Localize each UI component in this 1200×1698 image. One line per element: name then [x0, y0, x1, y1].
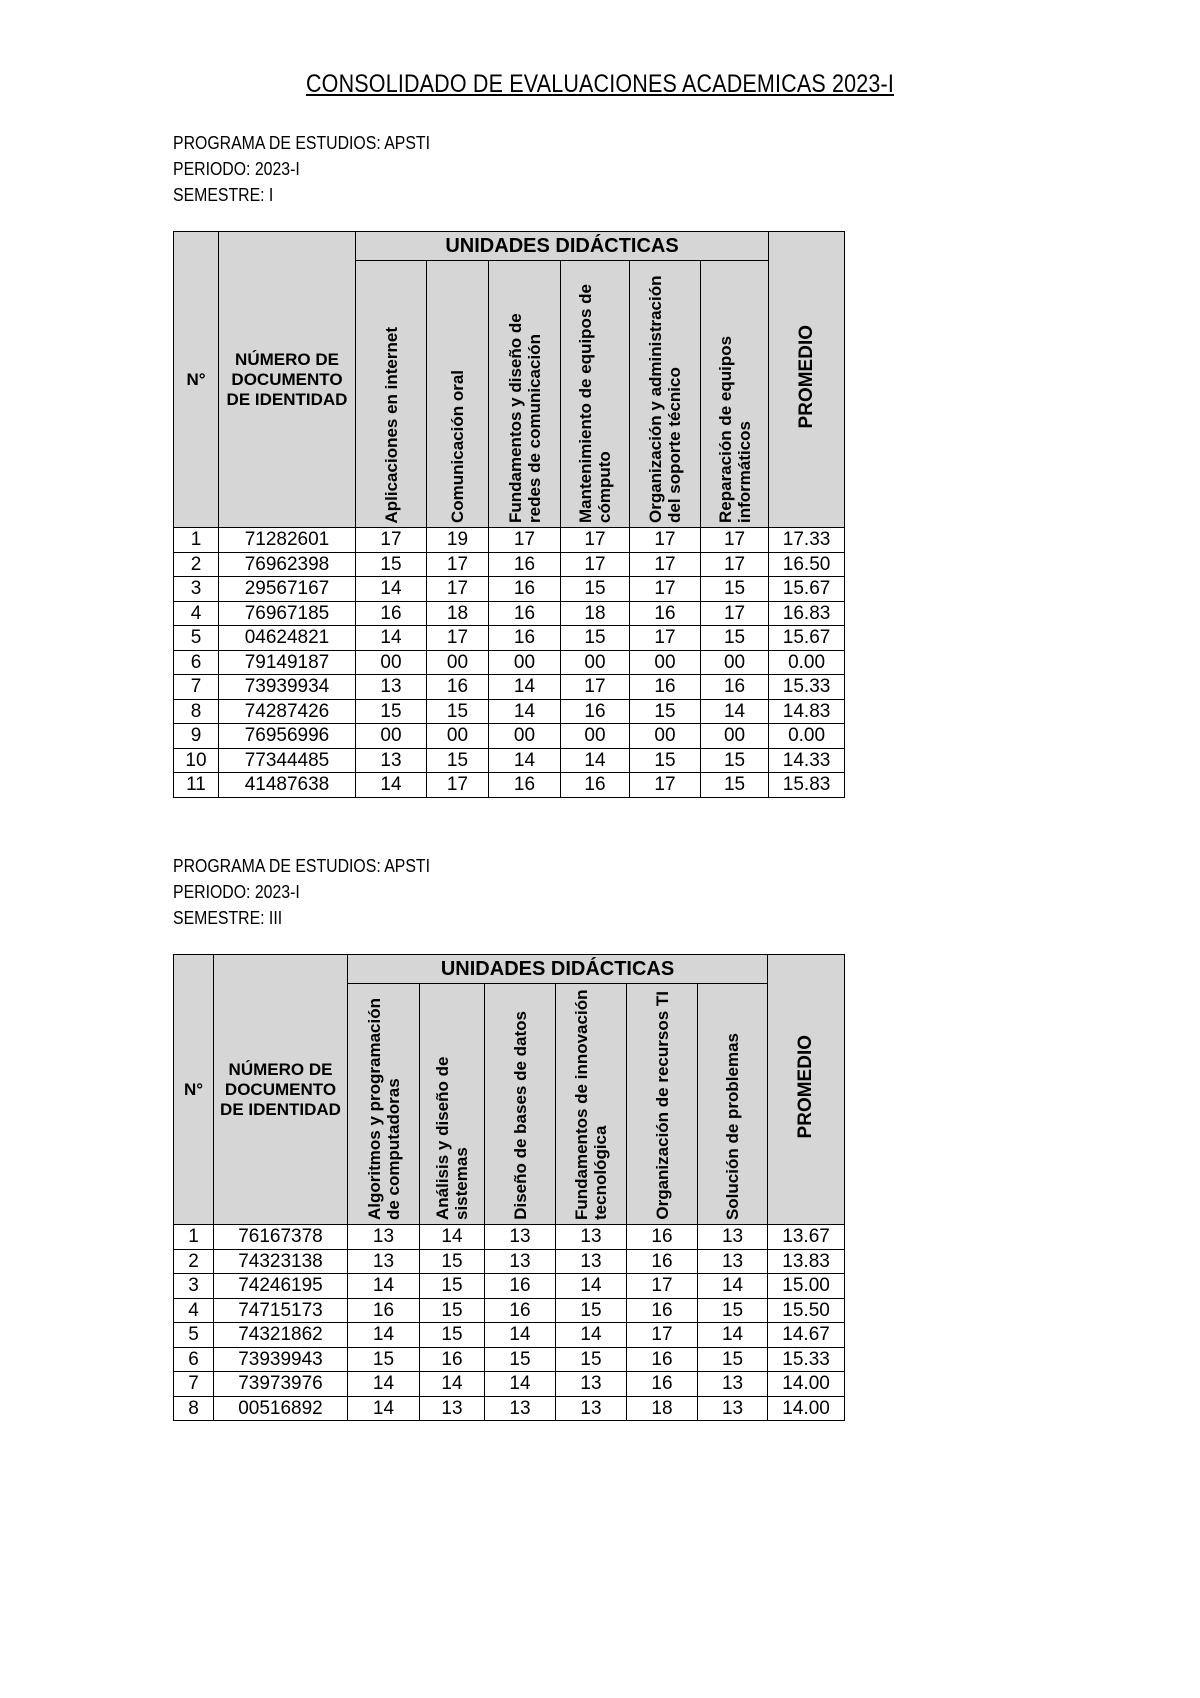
grade-cell: 18	[561, 601, 630, 626]
row-number: 2	[174, 1249, 214, 1274]
grade-cell: 19	[427, 528, 489, 553]
grade-cell: 14	[489, 748, 561, 773]
grade-cell: 17	[630, 773, 701, 798]
grade-cell: 14	[561, 748, 630, 773]
header-document: NÚMERO DE DOCUMENTO DE IDENTIDAD	[214, 955, 348, 1225]
grade-cell: 15	[701, 748, 769, 773]
grade-cell: 15	[698, 1298, 768, 1323]
document-id: 76962398	[219, 552, 356, 577]
grade-cell: 13	[698, 1396, 768, 1421]
grade-cell: 15	[701, 773, 769, 798]
header-units: UNIDADES DIDÁCTICAS	[348, 955, 768, 984]
grade-cell: 13	[348, 1249, 420, 1274]
grade-cell: 15	[427, 699, 489, 724]
grade-cell: 16	[627, 1298, 698, 1323]
table-row	[174, 773, 845, 798]
grade-cell: 15	[556, 1298, 627, 1323]
average-cell: 14.00	[768, 1396, 845, 1421]
section-2-meta	[173, 853, 430, 931]
program-label: PROGRAMA DE ESTUDIOS: APSTI	[173, 133, 431, 153]
grade-cell: 13	[485, 1225, 556, 1250]
grade-cell: 13	[698, 1372, 768, 1397]
grade-cell: 17	[701, 552, 769, 577]
grade-cell: 14	[348, 1372, 420, 1397]
header-subject: Reparación de equipos informáticos	[701, 261, 769, 528]
grade-cell: 17	[627, 1323, 698, 1348]
grade-cell: 17	[489, 528, 561, 553]
grade-cell: 18	[427, 601, 489, 626]
grade-cell: 13	[348, 1225, 420, 1250]
average-cell: 14.00	[768, 1372, 845, 1397]
header-average: PROMEDIO	[768, 955, 845, 1225]
row-number: 6	[174, 650, 219, 675]
grade-cell: 16	[348, 1298, 420, 1323]
average-cell: 14.33	[769, 748, 845, 773]
row-number: 4	[174, 601, 219, 626]
document-id: 76956996	[219, 724, 356, 749]
grade-cell: 15	[485, 1347, 556, 1372]
document-id: 76167378	[214, 1225, 348, 1250]
row-number: 6	[174, 1347, 214, 1372]
grade-cell: 15	[356, 699, 427, 724]
grade-cell: 13	[485, 1396, 556, 1421]
table-row	[174, 1323, 845, 1348]
grade-cell: 13	[356, 748, 427, 773]
document-id: 79149187	[219, 650, 356, 675]
row-number: 7	[174, 675, 219, 700]
grade-cell: 15	[420, 1249, 485, 1274]
grade-cell: 16	[489, 552, 561, 577]
grade-cell: 15	[420, 1298, 485, 1323]
grade-cell: 13	[556, 1396, 627, 1421]
table-row	[174, 1347, 845, 1372]
grade-cell: 00	[561, 724, 630, 749]
grade-cell: 16	[420, 1347, 485, 1372]
grade-cell: 13	[698, 1249, 768, 1274]
row-number: 11	[174, 773, 219, 798]
grade-cell: 17	[427, 773, 489, 798]
grade-cell: 16	[701, 675, 769, 700]
average-cell: 13.67	[768, 1225, 845, 1250]
grade-cell: 15	[630, 748, 701, 773]
grade-cell: 00	[427, 724, 489, 749]
grade-cell: 00	[701, 724, 769, 749]
table-row	[174, 748, 845, 773]
grade-cell: 14	[701, 699, 769, 724]
grade-cell: 14	[420, 1372, 485, 1397]
grade-cell: 16	[630, 675, 701, 700]
grade-cell: 17	[701, 601, 769, 626]
grade-cell: 15	[701, 577, 769, 602]
row-number: 3	[174, 1274, 214, 1299]
grade-cell: 13	[556, 1249, 627, 1274]
grade-cell: 15	[561, 626, 630, 651]
table-row	[174, 699, 845, 724]
program-label: PROGRAMA DE ESTUDIOS: APSTI	[173, 856, 431, 876]
table-row	[174, 552, 845, 577]
document-id: 73939934	[219, 675, 356, 700]
average-cell: 15.83	[769, 773, 845, 798]
row-number: 9	[174, 724, 219, 749]
document-id: 41487638	[219, 773, 356, 798]
table-row	[174, 601, 845, 626]
grade-cell: 16	[627, 1225, 698, 1250]
header-average: PROMEDIO	[769, 232, 845, 528]
row-number: 1	[174, 528, 219, 553]
table-row	[174, 1372, 845, 1397]
row-number: 3	[174, 577, 219, 602]
table-row	[174, 650, 845, 675]
document-id: 74323138	[214, 1249, 348, 1274]
average-cell: 15.50	[768, 1298, 845, 1323]
grade-cell: 15	[556, 1347, 627, 1372]
average-cell: 15.33	[769, 675, 845, 700]
grade-cell: 16	[485, 1298, 556, 1323]
header-subject: Análisis y diseño de sistemas	[420, 984, 485, 1225]
grade-cell: 16	[489, 626, 561, 651]
grade-cell: 13	[556, 1372, 627, 1397]
grade-cell: 14	[420, 1225, 485, 1250]
grade-cell: 13	[420, 1396, 485, 1421]
document-id: 04624821	[219, 626, 356, 651]
grade-cell: 16	[489, 601, 561, 626]
grade-cell: 14	[348, 1323, 420, 1348]
row-number: 8	[174, 699, 219, 724]
average-cell: 16.50	[769, 552, 845, 577]
header-document: NÚMERO DE DOCUMENTO DE IDENTIDAD	[219, 232, 356, 528]
grade-cell: 14	[356, 773, 427, 798]
period-label: PERIODO: 2023-I	[173, 882, 300, 902]
average-cell: 0.00	[769, 724, 845, 749]
grade-cell: 14	[556, 1274, 627, 1299]
grade-cell: 17	[561, 528, 630, 553]
grade-cell: 14	[698, 1323, 768, 1348]
header-subject: Fundamentos y diseño de redes de comunicación	[489, 261, 561, 528]
grade-cell: 16	[489, 577, 561, 602]
grade-cell: 16	[485, 1274, 556, 1299]
grade-cell: 18	[627, 1396, 698, 1421]
document-id: 73939943	[214, 1347, 348, 1372]
grade-cell: 15	[348, 1347, 420, 1372]
grade-cell: 15	[630, 699, 701, 724]
average-cell: 14.67	[768, 1323, 845, 1348]
document-id: 74715173	[214, 1298, 348, 1323]
table-row	[174, 528, 845, 553]
grade-cell: 16	[489, 773, 561, 798]
grade-cell: 00	[630, 724, 701, 749]
document-id: 71282601	[219, 528, 356, 553]
row-number: 1	[174, 1225, 214, 1250]
grade-cell: 17	[701, 528, 769, 553]
row-number: 8	[174, 1396, 214, 1421]
average-cell: 13.83	[768, 1249, 845, 1274]
document-id: 00516892	[214, 1396, 348, 1421]
grade-cell: 16	[627, 1347, 698, 1372]
document-id: 74287426	[219, 699, 356, 724]
semester-label: SEMESTRE: III	[173, 908, 283, 928]
average-cell: 15.67	[769, 626, 845, 651]
grade-cell: 16	[627, 1372, 698, 1397]
grade-cell: 00	[701, 650, 769, 675]
header-subject: Fundamentos de innovación tecnológica	[556, 984, 627, 1225]
document-id: 74321862	[214, 1323, 348, 1348]
grades-table-semester-1	[173, 231, 845, 798]
grade-cell: 14	[356, 626, 427, 651]
grade-cell: 15	[420, 1323, 485, 1348]
header-subject: Comunicación oral	[427, 261, 489, 528]
grade-cell: 16	[627, 1249, 698, 1274]
grade-cell: 15	[420, 1274, 485, 1299]
grade-cell: 00	[427, 650, 489, 675]
grade-cell: 15	[427, 748, 489, 773]
table-row	[174, 1249, 845, 1274]
grade-cell: 00	[356, 650, 427, 675]
grade-cell: 17	[427, 577, 489, 602]
grade-cell: 15	[701, 626, 769, 651]
average-cell: 0.00	[769, 650, 845, 675]
grade-cell: 16	[561, 773, 630, 798]
grade-cell: 17	[630, 577, 701, 602]
header-number: N°	[174, 232, 219, 528]
grade-cell: 15	[561, 577, 630, 602]
grade-cell: 14	[556, 1323, 627, 1348]
document-id: 76967185	[219, 601, 356, 626]
header-number: N°	[174, 955, 214, 1225]
table-row	[174, 1298, 845, 1323]
document-id: 73973976	[214, 1372, 348, 1397]
document-id: 74246195	[214, 1274, 348, 1299]
row-number: 5	[174, 626, 219, 651]
grade-cell: 16	[561, 699, 630, 724]
grade-cell: 00	[561, 650, 630, 675]
table-row	[174, 626, 845, 651]
header-subject: Diseño de bases de datos	[485, 984, 556, 1225]
row-number: 4	[174, 1298, 214, 1323]
average-cell: 16.83	[769, 601, 845, 626]
grade-cell: 15	[698, 1347, 768, 1372]
table-row	[174, 1225, 845, 1250]
header-subject: Aplicaciones en internet	[356, 261, 427, 528]
grade-cell: 13	[698, 1225, 768, 1250]
grade-cell: 17	[630, 552, 701, 577]
grade-cell: 17	[427, 552, 489, 577]
average-cell: 17.33	[769, 528, 845, 553]
grade-cell: 17	[630, 626, 701, 651]
grade-cell: 17	[356, 528, 427, 553]
grade-cell: 17	[427, 626, 489, 651]
row-number: 2	[174, 552, 219, 577]
grade-cell: 16	[427, 675, 489, 700]
grade-cell: 16	[356, 601, 427, 626]
grade-cell: 15	[356, 552, 427, 577]
table-row	[174, 1396, 845, 1421]
grades-table-semester-3	[173, 954, 845, 1421]
document-id: 29567167	[219, 577, 356, 602]
grade-cell: 13	[485, 1249, 556, 1274]
header-units: UNIDADES DIDÁCTICAS	[356, 232, 769, 261]
grade-cell: 14	[485, 1323, 556, 1348]
row-number: 5	[174, 1323, 214, 1348]
average-cell: 15.33	[768, 1347, 845, 1372]
grade-cell: 14	[356, 577, 427, 602]
grade-cell: 17	[627, 1274, 698, 1299]
average-cell: 15.00	[768, 1274, 845, 1299]
table-row	[174, 577, 845, 602]
grade-cell: 14	[348, 1396, 420, 1421]
grade-cell: 00	[489, 650, 561, 675]
grade-cell: 00	[356, 724, 427, 749]
average-cell: 14.83	[769, 699, 845, 724]
header-subject: Solución de problemas	[698, 984, 768, 1225]
grade-cell: 13	[356, 675, 427, 700]
grade-cell: 17	[561, 552, 630, 577]
page-title: CONSOLIDADO DE EVALUACIONES ACADEMICAS 2023-I	[305, 70, 894, 98]
document-id: 77344485	[219, 748, 356, 773]
grade-cell: 14	[348, 1274, 420, 1299]
grade-cell: 00	[630, 650, 701, 675]
table-row	[174, 724, 845, 749]
grade-cell: 14	[698, 1274, 768, 1299]
header-subject: Organización y administración del soporte técnico	[630, 261, 701, 528]
grade-cell: 14	[489, 675, 561, 700]
row-number: 10	[174, 748, 219, 773]
grade-cell: 17	[630, 528, 701, 553]
semester-label: SEMESTRE: I	[173, 185, 274, 205]
grade-cell: 13	[556, 1225, 627, 1250]
grade-cell: 00	[489, 724, 561, 749]
period-label: PERIODO: 2023-I	[173, 159, 300, 179]
grade-cell: 14	[485, 1372, 556, 1397]
table-row	[174, 675, 845, 700]
table-row	[174, 1274, 845, 1299]
row-number: 7	[174, 1372, 214, 1397]
header-subject: Organización de recursos TI	[627, 984, 698, 1225]
header-subject: Mantenimiento de equipos de cómputo	[561, 261, 630, 528]
grade-cell: 16	[630, 601, 701, 626]
grade-cell: 14	[489, 699, 561, 724]
average-cell: 15.67	[769, 577, 845, 602]
header-subject: Algoritmos y programación de computadoras	[348, 984, 420, 1225]
grade-cell: 17	[561, 675, 630, 700]
section-1-meta	[173, 130, 430, 208]
